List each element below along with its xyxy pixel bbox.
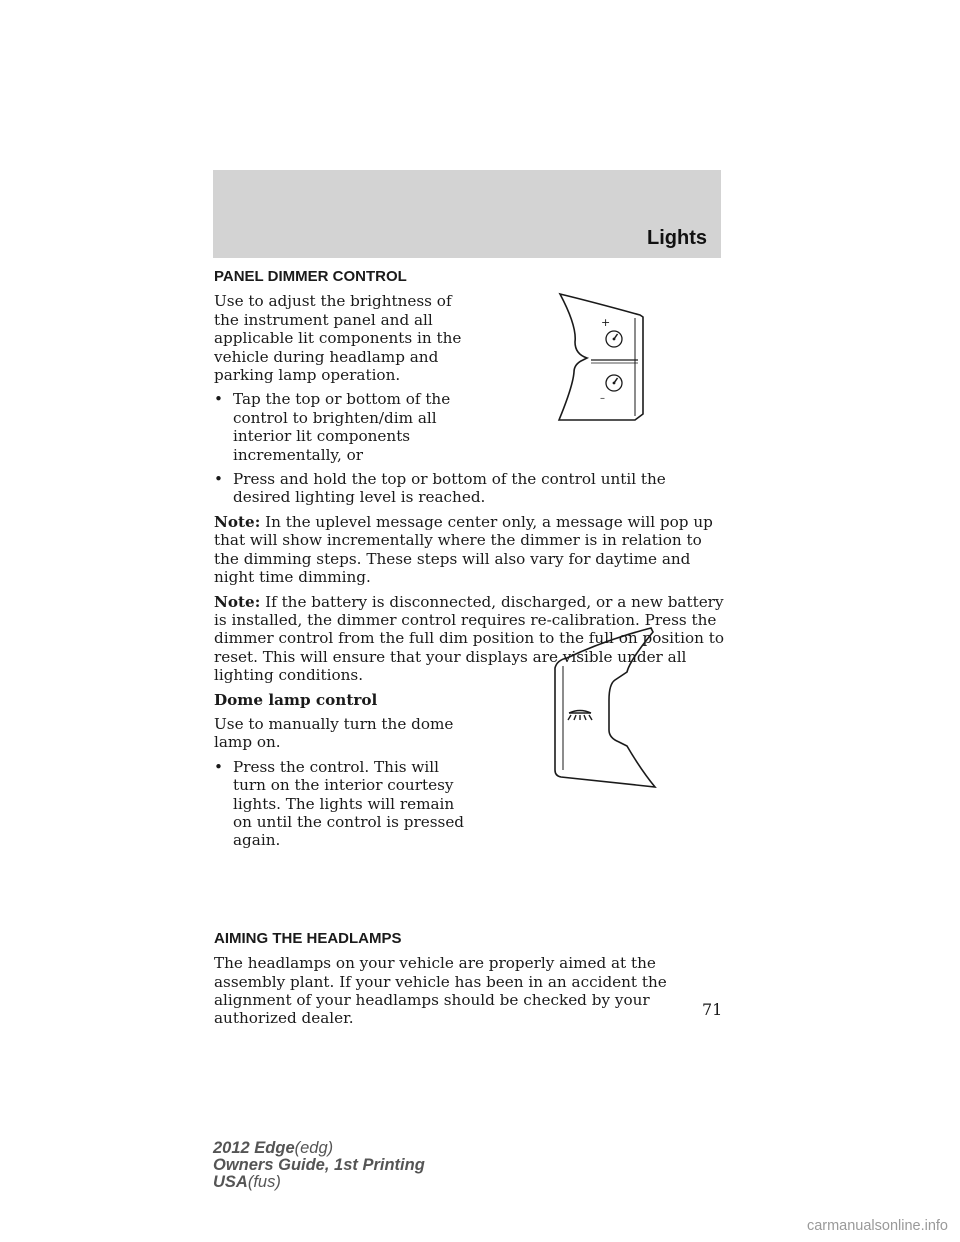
note-label: Note: (214, 512, 261, 531)
dimmer-dial-icon (606, 331, 622, 347)
footer-line (213, 1140, 425, 1157)
bullet-text: Press the control. This will turn on the interior courtesy lights. The lights will remain on until the control is pressed again. (233, 757, 465, 850)
list-item (214, 390, 468, 464)
aiming-heading: AIMING THE HEADLAMPS (214, 929, 402, 947)
figure-spacer (214, 856, 724, 930)
bullet-glyph: • (214, 390, 223, 409)
footer-model: 2012 Edge (213, 1139, 295, 1157)
note-text: In the uplevel message center only, a message will pop up that will show incrementally where the dimmer is in relation to the dimming steps. These steps will also vary for daytime and night time dimming. (214, 512, 713, 587)
footer-line (213, 1174, 425, 1191)
dome-lamp-figure (545, 620, 661, 790)
footer-market-code: (fus) (247, 1173, 281, 1191)
panel-dimmer-heading: PANEL DIMMER CONTROL (214, 268, 407, 285)
minus-label: – (600, 393, 605, 404)
footer-imprint (213, 1140, 425, 1191)
dome-lamp-heading: Dome lamp control (214, 690, 378, 709)
bullet-text: Tap the top or bottom of the control to brighten/dim all interior lit components incrementally, or (233, 390, 451, 464)
section-title: Lights (647, 227, 707, 249)
dome-lamp-icon (568, 711, 592, 721)
note-label: Note: (214, 592, 261, 611)
watermark: carmanualsonline.info (806, 1218, 948, 1234)
bullet-glyph: • (214, 757, 223, 776)
dimmer-dial-icon (606, 375, 622, 391)
panel-dimmer-intro: Use to adjust the brightness of the instrument panel and all applicable lit components in the vehicle during headlamp and parking lamp operation. (214, 292, 462, 385)
footer-model-code: (edg) (294, 1139, 334, 1157)
header-band (213, 170, 721, 258)
bullet-text: Press and hold the top or bottom of the control until the desired lighting level is reached. (233, 470, 666, 507)
plus-label: + (601, 316, 611, 329)
page-number: 71 (702, 1000, 723, 1019)
list-item (214, 758, 468, 850)
note-paragraph (214, 513, 724, 587)
dome-lamp-intro: Use to manually turn the dome lamp on. (214, 714, 454, 752)
footer-market: USA (213, 1173, 248, 1191)
bullet-glyph: • (214, 470, 223, 489)
aiming-text: The headlamps on your vehicle are properly aimed at the assembly plant. If your vehicle has been in an accident the alignment of your headlamps should be checked by your authorized dealer. (214, 954, 667, 1028)
footer-line: Owners Guide, 1st Printing (213, 1156, 425, 1174)
list-item (214, 470, 724, 507)
note-text: If the battery is disconnected, discharged, or a new battery is installed, the dimmer control requires re-calibration. Press the dimmer control from the full dim position to the full on position to reset. This will ensure that your displays are visible under all lighting conditions. (214, 592, 724, 685)
dimmer-control-figure (545, 288, 655, 422)
